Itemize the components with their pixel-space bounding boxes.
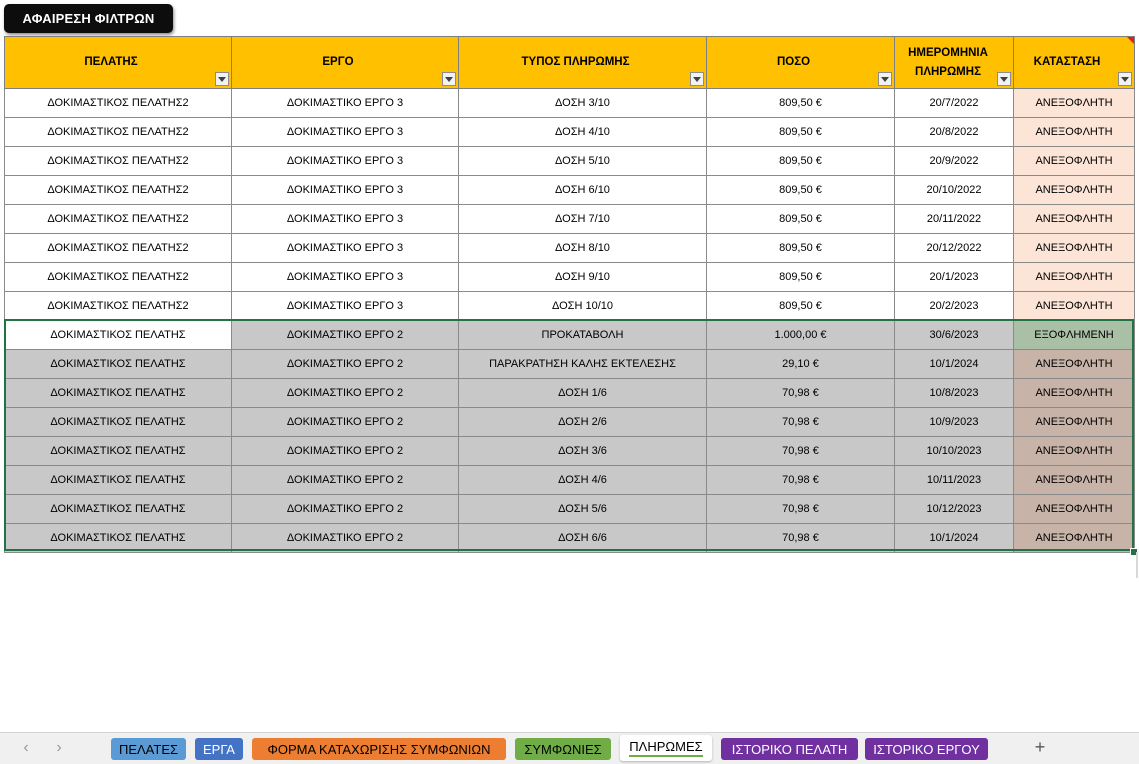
sheet-tab[interactable] <box>865 738 988 760</box>
cell-status[interactable]: ΑΝΕΞΟΦΛΗΤΗ <box>1014 379 1135 408</box>
cell-status[interactable]: ΑΝΕΞΟΦΛΗΤΗ <box>1014 524 1135 553</box>
table-row <box>5 408 1135 437</box>
cell-payment-date[interactable]: 30/6/2023 <box>895 321 1014 350</box>
cell-status[interactable]: ΑΝΕΞΟΦΛΗΤΗ <box>1014 408 1135 437</box>
sheet-tab[interactable] <box>620 735 712 761</box>
cell-status[interactable]: ΑΝΕΞΟΦΛΗΤΗ <box>1014 437 1135 466</box>
cell-payment-date[interactable]: 10/1/2024 <box>895 350 1014 379</box>
cell-status[interactable]: ΑΝΕΞΟΦΛΗΤΗ <box>1014 118 1135 147</box>
cell-customer[interactable]: ΔΟΚΙΜΑΣΤΙΚΟΣ ΠΕΛΑΤΗΣ2 <box>5 176 232 205</box>
table-row <box>5 292 1135 321</box>
cell-payment-type[interactable]: ΔΟΣΗ 2/6 <box>459 408 707 437</box>
cell-customer[interactable]: ΔΟΚΙΜΑΣΤΙΚΟΣ ΠΕΛΑΤΗΣ2 <box>5 263 232 292</box>
cell-amount[interactable]: 1.000,00 € <box>707 321 895 350</box>
header-label: ΗΜΕΡΟΜΗΝΙΑ ΠΛΗΡΩΜΗΣ <box>908 46 988 78</box>
cell-payment-date[interactable]: 10/1/2024 <box>895 524 1014 553</box>
cell-payment-date[interactable]: 20/2/2023 <box>895 292 1014 321</box>
cell-payment-type[interactable]: ΠΡΟΚΑΤΑΒΟΛΗ <box>459 321 707 350</box>
cell-customer[interactable]: ΔΟΚΙΜΑΣΤΙΚΟΣ ΠΕΛΑΤΗΣ <box>5 408 232 437</box>
remove-filters-button[interactable]: ΑΦΑΙΡΕΣΗ ΦΙΛΤΡΩΝ <box>4 4 173 33</box>
table-row <box>5 350 1135 379</box>
cell-project[interactable]: ΔΟΚΙΜΑΣΤΙΚΟ ΕΡΓΟ 2 <box>232 437 459 466</box>
filter-dropdown-icon[interactable] <box>1118 72 1132 86</box>
cell-payment-type[interactable]: ΠΑΡΑΚΡΑΤΗΣΗ ΚΑΛΗΣ ΕΚΤΕΛΕΣΗΣ <box>459 350 707 379</box>
cell-status[interactable]: ΑΝΕΞΟΦΛΗΤΗ <box>1014 176 1135 205</box>
cell-status[interactable]: ΑΝΕΞΟΦΛΗΤΗ <box>1014 89 1135 118</box>
sheet-tab[interactable] <box>195 738 243 760</box>
cell-status[interactable]: ΑΝΕΞΟΦΛΗΤΗ <box>1014 495 1135 524</box>
cell-amount[interactable]: 70,98 € <box>707 524 895 553</box>
sheet-tab[interactable] <box>252 738 506 760</box>
cell-status[interactable]: ΑΝΕΞΟΦΛΗΤΗ <box>1014 292 1135 321</box>
table-row <box>5 466 1135 495</box>
cell-status[interactable]: ΕΞΟΦΛΗΜΕΝΗ <box>1014 321 1135 350</box>
table-row <box>5 176 1135 205</box>
cell-project[interactable]: ΔΟΚΙΜΑΣΤΙΚΟ ΕΡΓΟ 2 <box>232 524 459 553</box>
cell-amount[interactable]: 809,50 € <box>707 176 895 205</box>
table-row <box>5 89 1135 118</box>
cell-payment-type[interactable]: ΔΟΣΗ 8/10 <box>459 234 707 263</box>
sheet-tab[interactable] <box>721 738 858 760</box>
header-label: ΠΟΣΟ <box>776 56 811 68</box>
cell-customer[interactable]: ΔΟΚΙΜΑΣΤΙΚΟΣ ΠΕΛΑΤΗΣ <box>5 466 232 495</box>
cell-payment-type[interactable]: ΔΟΣΗ 5/10 <box>459 147 707 176</box>
table-row <box>5 118 1135 147</box>
cell-customer[interactable]: ΔΟΚΙΜΑΣΤΙΚΟΣ ΠΕΛΑΤΗΣ2 <box>5 118 232 147</box>
cell-project[interactable]: ΔΟΚΙΜΑΣΤΙΚΟ ΕΡΓΟ 3 <box>232 118 459 147</box>
cell-customer[interactable]: ΔΟΚΙΜΑΣΤΙΚΟΣ ΠΕΛΑΤΗΣ2 <box>5 234 232 263</box>
cell-amount[interactable]: 809,50 € <box>707 147 895 176</box>
cell-customer[interactable]: ΔΟΚΙΜΑΣΤΙΚΟΣ ΠΕΛΑΤΗΣ2 <box>5 292 232 321</box>
cell-project[interactable]: ΔΟΚΙΜΑΣΤΙΚΟ ΕΡΓΟ 2 <box>232 321 459 350</box>
payments-table <box>4 36 1135 553</box>
header-label: ΠΕΛΑΤΗΣ <box>84 56 138 68</box>
cell-project[interactable]: ΔΟΚΙΜΑΣΤΙΚΟ ΕΡΓΟ 3 <box>232 205 459 234</box>
cell-payment-date[interactable]: 10/8/2023 <box>895 379 1014 408</box>
cell-amount[interactable]: 70,98 € <box>707 437 895 466</box>
header-label: ΕΡΓΟ <box>322 56 354 68</box>
header-label: ΚΑΤΑΣΤΑΣΗ <box>1033 56 1101 68</box>
cell-project[interactable]: ΔΟΚΙΜΑΣΤΙΚΟ ΕΡΓΟ 3 <box>232 292 459 321</box>
table-row <box>5 321 1135 350</box>
sheet-tab-label: ΕΡΓΑ <box>203 741 235 757</box>
sheet-tab-label: ΙΣΤΟΡΙΚΟ ΠΕΛΑΤΗ <box>731 741 848 757</box>
cell-payment-type[interactable]: ΔΟΣΗ 9/10 <box>459 263 707 292</box>
table-row <box>5 205 1135 234</box>
cell-payment-type[interactable]: ΔΟΣΗ 7/10 <box>459 205 707 234</box>
cell-customer[interactable]: ΔΟΚΙΜΑΣΤΙΚΟΣ ΠΕΛΑΤΗΣ <box>5 437 232 466</box>
sheet-tab[interactable] <box>515 738 611 760</box>
table-row <box>5 495 1135 524</box>
cell-project[interactable]: ΔΟΚΙΜΑΣΤΙΚΟ ΕΡΓΟ 3 <box>232 176 459 205</box>
cell-customer[interactable]: ΔΟΚΙΜΑΣΤΙΚΟΣ ΠΕΛΑΤΗΣ <box>5 495 232 524</box>
cell-amount[interactable]: 809,50 € <box>707 263 895 292</box>
table-row <box>5 147 1135 176</box>
cell-project[interactable]: ΔΟΚΙΜΑΣΤΙΚΟ ΕΡΓΟ 2 <box>232 466 459 495</box>
header-status <box>1014 37 1135 89</box>
cell-payment-date[interactable]: 20/11/2022 <box>895 205 1014 234</box>
cell-amount[interactable]: 70,98 € <box>707 408 895 437</box>
comment-indicator-icon <box>1127 37 1134 44</box>
sheet-tab-label: ΠΛΗΡΩΜΕΣ <box>629 739 702 757</box>
cell-payment-type[interactable]: ΔΟΣΗ 6/6 <box>459 524 707 553</box>
cell-project[interactable]: ΔΟΚΙΜΑΣΤΙΚΟ ΕΡΓΟ 3 <box>232 89 459 118</box>
cell-payment-date[interactable]: 20/12/2022 <box>895 234 1014 263</box>
cell-payment-type[interactable]: ΔΟΣΗ 1/6 <box>459 379 707 408</box>
cell-payment-date[interactable]: 10/9/2023 <box>895 408 1014 437</box>
cell-amount[interactable]: 29,10 € <box>707 350 895 379</box>
header-row <box>5 37 1135 89</box>
cell-status[interactable]: ΑΝΕΞΟΦΛΗΤΗ <box>1014 466 1135 495</box>
cell-payment-type[interactable]: ΔΟΣΗ 3/10 <box>459 89 707 118</box>
cell-project[interactable]: ΔΟΚΙΜΑΣΤΙΚΟ ΕΡΓΟ 2 <box>232 408 459 437</box>
cell-payment-date[interactable]: 20/10/2022 <box>895 176 1014 205</box>
cell-payment-type[interactable]: ΔΟΣΗ 3/6 <box>459 437 707 466</box>
cell-payment-type[interactable]: ΔΟΣΗ 4/6 <box>459 466 707 495</box>
table-row <box>5 524 1135 553</box>
cell-amount[interactable]: 809,50 € <box>707 205 895 234</box>
cell-project[interactable]: ΔΟΚΙΜΑΣΤΙΚΟ ΕΡΓΟ 3 <box>232 234 459 263</box>
cell-project[interactable]: ΔΟΚΙΜΑΣΤΙΚΟ ΕΡΓΟ 3 <box>232 263 459 292</box>
filter-dropdown-icon[interactable] <box>442 72 456 86</box>
filter-dropdown-icon[interactable] <box>215 72 229 86</box>
cell-customer[interactable]: ΔΟΚΙΜΑΣΤΙΚΟΣ ΠΕΛΑΤΗΣ <box>5 321 232 350</box>
cell-payment-date[interactable]: 20/7/2022 <box>895 89 1014 118</box>
table-row <box>5 263 1135 292</box>
cell-status[interactable]: ΑΝΕΞΟΦΛΗΤΗ <box>1014 263 1135 292</box>
cell-payment-type[interactable]: ΔΟΣΗ 6/10 <box>459 176 707 205</box>
cell-payment-date[interactable]: 20/9/2022 <box>895 147 1014 176</box>
sheet-tab-label: ΙΣΤΟΡΙΚΟ ΕΡΓΟΥ <box>873 741 980 757</box>
cell-customer[interactable]: ΔΟΚΙΜΑΣΤΙΚΟΣ ΠΕΛΑΤΗΣ2 <box>5 205 232 234</box>
cell-status[interactable]: ΑΝΕΞΟΦΛΗΤΗ <box>1014 147 1135 176</box>
header-customer <box>5 37 232 89</box>
filter-dropdown-icon[interactable] <box>997 72 1011 86</box>
header-label: ΤΥΠΟΣ ΠΛΗΡΩΜΗΣ <box>521 56 630 68</box>
cell-project[interactable]: ΔΟΚΙΜΑΣΤΙΚΟ ΕΡΓΟ 3 <box>232 147 459 176</box>
sheet-tab-label: ΦΟΡΜΑ ΚΑΤΑΧΩΡΙΣΗΣ ΣΥΜΦΩΝΙΩΝ <box>267 741 491 757</box>
filter-dropdown-icon[interactable] <box>690 72 704 86</box>
chevron-right-icon[interactable]: › <box>56 739 62 756</box>
cell-payment-date[interactable]: 10/11/2023 <box>895 466 1014 495</box>
column-edge <box>1136 552 1138 578</box>
cell-status[interactable]: ΑΝΕΞΟΦΛΗΤΗ <box>1014 350 1135 379</box>
cell-customer[interactable]: ΔΟΚΙΜΑΣΤΙΚΟΣ ΠΕΛΑΤΗΣ <box>5 524 232 553</box>
cell-amount[interactable]: 70,98 € <box>707 495 895 524</box>
cell-status[interactable]: ΑΝΕΞΟΦΛΗΤΗ <box>1014 234 1135 263</box>
cell-payment-type[interactable]: ΔΟΣΗ 5/6 <box>459 495 707 524</box>
cell-status[interactable]: ΑΝΕΞΟΦΛΗΤΗ <box>1014 205 1135 234</box>
cell-amount[interactable]: 809,50 € <box>707 292 895 321</box>
cell-project[interactable]: ΔΟΚΙΜΑΣΤΙΚΟ ΕΡΓΟ 2 <box>232 495 459 524</box>
cell-payment-date[interactable]: 20/1/2023 <box>895 263 1014 292</box>
header-project <box>232 37 459 89</box>
chevron-left-icon[interactable]: ‹ <box>23 739 29 756</box>
add-sheet-icon[interactable]: + <box>1034 737 1046 757</box>
filter-dropdown-icon[interactable] <box>878 72 892 86</box>
cell-payment-date[interactable]: 10/12/2023 <box>895 495 1014 524</box>
cell-payment-type[interactable]: ΔΟΣΗ 10/10 <box>459 292 707 321</box>
cell-amount[interactable]: 809,50 € <box>707 234 895 263</box>
cell-customer[interactable]: ΔΟΚΙΜΑΣΤΙΚΟΣ ΠΕΛΑΤΗΣ2 <box>5 89 232 118</box>
cell-amount[interactable]: 809,50 € <box>707 89 895 118</box>
header-amount <box>707 37 895 89</box>
cell-payment-date[interactable]: 20/8/2022 <box>895 118 1014 147</box>
table-row <box>5 234 1135 263</box>
sheet-tab-bar <box>0 732 1139 764</box>
cell-customer[interactable]: ΔΟΚΙΜΑΣΤΙΚΟΣ ΠΕΛΑΤΗΣ <box>5 350 232 379</box>
cell-project[interactable]: ΔΟΚΙΜΑΣΤΙΚΟ ΕΡΓΟ 2 <box>232 350 459 379</box>
sheet-tab-label: ΣΥΜΦΩΝΙΕΣ <box>524 741 602 757</box>
sheet-tab-label: ΠΕΛΑΤΕΣ <box>118 741 179 757</box>
header-payment-date <box>895 37 1014 89</box>
table-row <box>5 437 1135 466</box>
cell-amount[interactable]: 70,98 € <box>707 466 895 495</box>
cell-project[interactable]: ΔΟΚΙΜΑΣΤΙΚΟ ΕΡΓΟ 2 <box>232 379 459 408</box>
cell-customer[interactable]: ΔΟΚΙΜΑΣΤΙΚΟΣ ΠΕΛΑΤΗΣ2 <box>5 147 232 176</box>
table-row <box>5 379 1135 408</box>
header-payment-type <box>459 37 707 89</box>
cell-amount[interactable]: 809,50 € <box>707 118 895 147</box>
cell-customer[interactable]: ΔΟΚΙΜΑΣΤΙΚΟΣ ΠΕΛΑΤΗΣ <box>5 379 232 408</box>
cell-payment-date[interactable]: 10/10/2023 <box>895 437 1014 466</box>
cell-amount[interactable]: 70,98 € <box>707 379 895 408</box>
cell-payment-type[interactable]: ΔΟΣΗ 4/10 <box>459 118 707 147</box>
sheet-tab[interactable] <box>111 738 186 760</box>
